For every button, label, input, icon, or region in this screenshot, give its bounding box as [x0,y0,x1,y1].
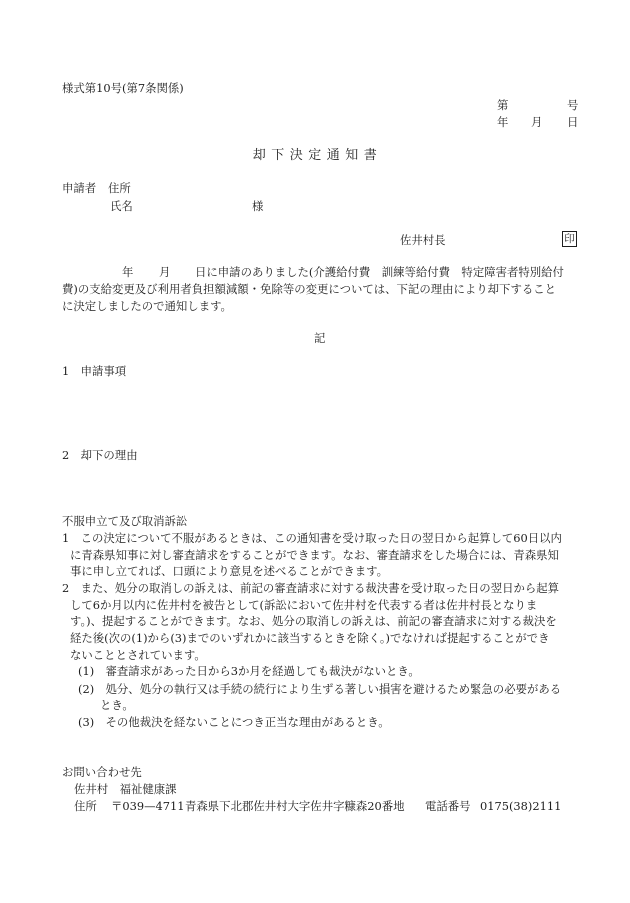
appeal-item2-line: ないこととされています。 [70,648,206,662]
appeal-sub1: (1) 審査請求があった日から3か月を経過しても裁決がないとき。 [78,664,420,678]
document-title: 却下決定通知書 [252,148,383,163]
body-year: 年 [122,265,134,279]
body-month: 月 [159,265,171,279]
ki-marker: 記 [314,331,326,345]
body-line-3: に決定しましたので通知します。 [62,299,232,313]
appeal-sub3: (3) その他裁決を経ないことにつき正当な理由があるとき。 [78,715,390,729]
contact-heading: お問い合わせ先 [62,765,142,779]
body-line-2: 費)の支給変更及び利用者負担額減額・免除等の変更については、下記の理由により却下すること [62,282,557,296]
doc-number-suffix: 号 [567,98,579,112]
appeal-item2-line: して6か月以内に佐井村を被告として(訴訟において佐井村を代表する者は佐井村長となりま [70,598,538,612]
appeal-item1-line: 事に申し立てれば、口頭により意見を述べることができます。 [70,564,389,578]
applicant-address-label: 住所 [108,181,131,195]
applicant-honorific: 様 [252,199,264,213]
appeal-sub2-line: とき。 [100,698,134,712]
appeal-heading: 不服申立て及び取消訴訟 [62,514,188,528]
appeal-item2-line: 2 また、処分の取消しの訴えは、前記の審査請求に対する裁決書を受け取った日の翌日から起算 [62,581,560,595]
applicant-name-label: 氏名 [110,199,133,213]
contact-phone: 0175(38)2111 [480,799,562,813]
contact-address: 青森県下北郡佐井村大字佐井字糠森20番地 [185,799,405,813]
date-month: 月 [531,115,543,129]
appeal-item2-line: す。)、提起することができます。なお、処分の取消しの訴えは、前記の審査請求に対する裁決を [70,614,557,628]
contact-postal-code: 〒039—4711 [111,799,185,813]
appeal-sub2-line: (2) 処分、処分の執行又は手続の続行により生ずる著しい損害を避けるため緊急の必要がある [78,682,562,696]
appeal-item2-line: 経た後(次の(1)から(3)までのいずれかに該当するときを除く。)でなければ提起することができ [70,631,550,645]
contact-phone-label: 電話番号 [425,799,471,813]
contact-address-label: 住所 [74,799,97,813]
form-number: 様式第10号(第7条関係) [62,81,184,95]
section-request: 1 申請事項 [62,364,127,378]
applicant-label: 申請者 [62,181,97,195]
date-year: 年 [497,115,509,129]
appeal-item1-line: 1 この決定について不服があるときは、この通知書を受け取った日の翌日から起算して60日以内 [62,531,562,545]
date-day: 日 [567,115,579,129]
doc-number-prefix: 第 [497,98,509,112]
section-reason: 2 却下の理由 [62,448,138,462]
appeal-item1-line: に青森県知事に対し審査請求をすることができます。なお、審査請求をした場合には、青森県知 [70,548,559,562]
contact-office: 佐井村 福祉健康課 [74,782,177,796]
issuer-name: 佐井村長 [400,233,446,247]
seal-box: 印 [562,231,577,247]
body-line-1: 日に申請のありました(介護給付費 訓練等給付費 特定障害者特別給付 [195,265,564,279]
